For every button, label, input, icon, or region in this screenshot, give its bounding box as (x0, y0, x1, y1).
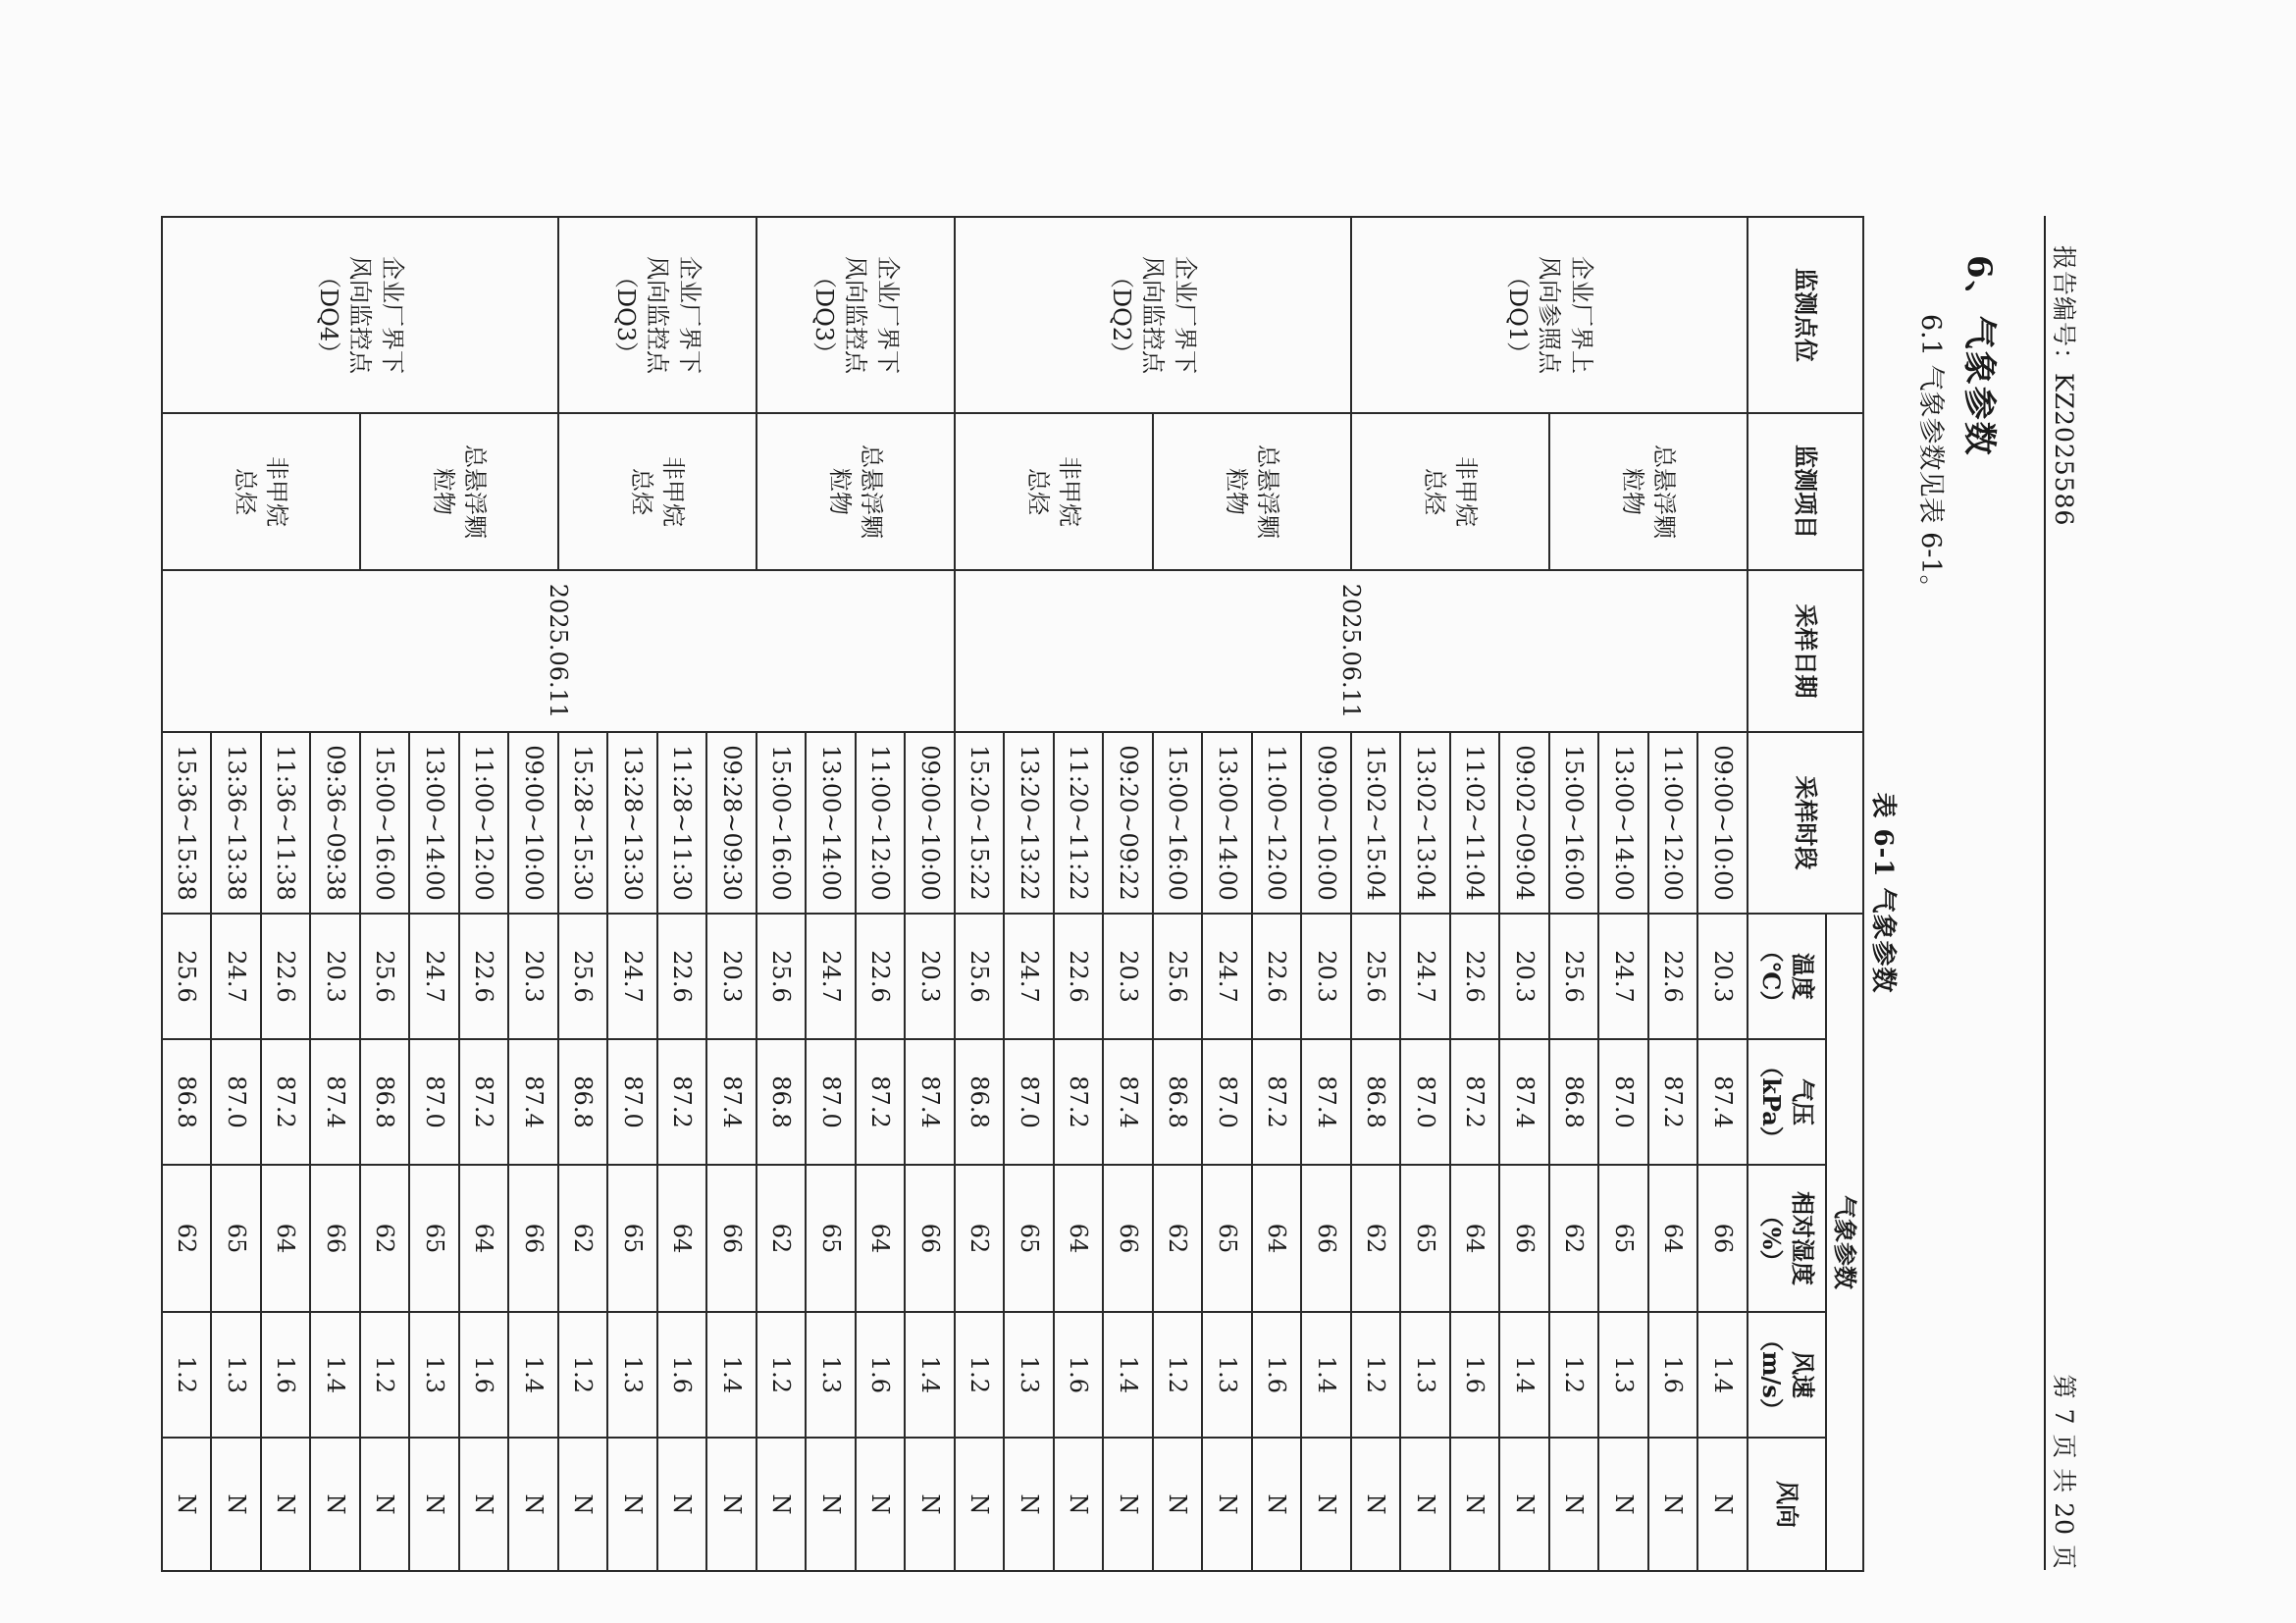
pressure-value: 87.4 (707, 1039, 757, 1165)
sampling-period: 11:02~11:04 (1450, 732, 1500, 914)
table-row (707, 217, 757, 1571)
temperature-value: 20.3 (509, 914, 559, 1039)
humidity-value: 64 (1450, 1165, 1500, 1312)
sampling-period: 09:28~09:30 (707, 732, 757, 914)
wind-direction-value: N (162, 1438, 212, 1571)
header-pressure: 气压 （kPa） (1748, 1039, 1826, 1165)
wind-direction-value: N (410, 1438, 460, 1571)
humidity-value: 62 (1549, 1165, 1599, 1312)
humidity-value: 62 (1351, 1165, 1401, 1312)
wind-direction-value: N (1153, 1438, 1203, 1571)
header-humidity: 相对湿度 （%） (1748, 1165, 1826, 1312)
temperature-value: 22.6 (1252, 914, 1302, 1039)
wind-direction-value: N (757, 1438, 807, 1571)
pressure-value: 87.2 (1648, 1039, 1698, 1165)
sampling-period: 15:00~16:00 (1153, 732, 1203, 914)
temperature-value: 25.6 (162, 914, 212, 1039)
temperature-value: 22.6 (1054, 914, 1104, 1039)
temperature-value: 25.6 (360, 914, 410, 1039)
monitoring-item: 总悬浮颗 粒物 (1549, 413, 1748, 570)
humidity-value: 62 (162, 1165, 212, 1312)
temperature-value: 25.6 (955, 914, 1005, 1039)
pressure-value: 87.2 (459, 1039, 509, 1165)
wind-speed-value: 1.6 (459, 1312, 509, 1438)
header-wind-speed: 风速 （m/s） (1748, 1312, 1826, 1438)
sampling-period: 13:00~14:00 (807, 732, 857, 914)
sampling-period: 09:02~09:04 (1500, 732, 1550, 914)
wind-speed-value: 1.6 (1450, 1312, 1500, 1438)
monitoring-point: 企业厂界下 风向监控点 （DQ3） (757, 217, 955, 413)
pressure-value: 87.4 (509, 1039, 559, 1165)
wind-direction-value: N (1401, 1438, 1451, 1571)
humidity-value: 64 (459, 1165, 509, 1312)
wind-speed-value: 1.3 (1203, 1312, 1253, 1438)
table-row (1698, 217, 1748, 1571)
temperature-value: 25.6 (757, 914, 807, 1039)
sampling-date: 2025.06.11 (955, 570, 1748, 732)
wind-direction-value: N (360, 1438, 410, 1571)
sampling-period: 09:00~10:00 (509, 732, 559, 914)
sampling-period: 09:00~10:00 (1302, 732, 1352, 914)
wind-direction-value: N (807, 1438, 857, 1571)
sampling-period: 15:00~16:00 (360, 732, 410, 914)
wind-speed-value: 1.2 (955, 1312, 1005, 1438)
humidity-value: 64 (261, 1165, 311, 1312)
humidity-value: 66 (1500, 1165, 1550, 1312)
pressure-value: 87.4 (906, 1039, 956, 1165)
pressure-value: 86.8 (955, 1039, 1005, 1165)
wind-speed-value: 1.6 (1252, 1312, 1302, 1438)
humidity-value: 66 (1302, 1165, 1352, 1312)
temperature-value: 24.7 (608, 914, 658, 1039)
sampling-period: 15:36~15:38 (162, 732, 212, 914)
pressure-value: 87.2 (856, 1039, 906, 1165)
humidity-value: 65 (410, 1165, 460, 1312)
wind-direction-value: N (1698, 1438, 1748, 1571)
sampling-period: 11:00~12:00 (459, 732, 509, 914)
temperature-value: 24.7 (1005, 914, 1055, 1039)
wind-speed-value: 1.6 (856, 1312, 906, 1438)
sampling-period: 13:00~14:00 (1599, 732, 1649, 914)
wind-speed-value: 1.3 (1599, 1312, 1649, 1438)
sampling-period: 09:00~10:00 (1698, 732, 1748, 914)
pressure-value: 86.8 (1351, 1039, 1401, 1165)
monitoring-point: 企业厂界下 风向监控点 （DQ2） (955, 217, 1351, 413)
table-row (906, 217, 956, 1571)
monitoring-item: 总悬浮颗 粒物 (1153, 413, 1351, 570)
table-caption: 表 6-1 气象参数 (1868, 792, 1898, 994)
temperature-value: 24.7 (807, 914, 857, 1039)
wind-speed-value: 1.2 (360, 1312, 410, 1438)
page-number: 第 7 页 共 20 页 (2050, 1374, 2078, 1570)
humidity-value: 65 (1401, 1165, 1451, 1312)
temperature-value: 22.6 (1450, 914, 1500, 1039)
temperature-value: 20.3 (1302, 914, 1352, 1039)
wind-speed-value: 1.3 (410, 1312, 460, 1438)
table-row (1104, 217, 1154, 1571)
header-date: 采样日期 (1748, 570, 1863, 732)
sampling-period: 13:36~13:38 (212, 732, 262, 914)
temperature-value: 24.7 (1401, 914, 1451, 1039)
wind-direction-value: N (1450, 1438, 1500, 1571)
pressure-value: 87.0 (212, 1039, 262, 1165)
monitoring-point: 企业厂界上 风向参照点 （DQ1） (1351, 217, 1748, 413)
wind-direction-value: N (1549, 1438, 1599, 1571)
wind-speed-value: 1.3 (1005, 1312, 1055, 1438)
wind-direction-value: N (1005, 1438, 1055, 1571)
pressure-value: 87.2 (261, 1039, 311, 1165)
humidity-value: 66 (707, 1165, 757, 1312)
sampling-period: 09:36~09:38 (311, 732, 361, 914)
section-title: 6、气象参数 (1959, 255, 1999, 457)
pressure-value: 87.2 (1450, 1039, 1500, 1165)
pressure-value: 87.0 (1005, 1039, 1055, 1165)
pressure-value: 87.4 (1104, 1039, 1154, 1165)
humidity-value: 65 (1203, 1165, 1253, 1312)
sampling-period: 15:02~15:04 (1351, 732, 1401, 914)
wind-direction-value: N (1203, 1438, 1253, 1571)
pressure-value: 86.8 (757, 1039, 807, 1165)
pressure-value: 86.8 (1153, 1039, 1203, 1165)
sampling-period: 11:36~11:38 (261, 732, 311, 914)
sampling-period: 15:00~16:00 (757, 732, 807, 914)
wind-speed-value: 1.2 (558, 1312, 608, 1438)
wind-speed-value: 1.2 (757, 1312, 807, 1438)
wind-speed-value: 1.3 (212, 1312, 262, 1438)
humidity-value: 66 (1104, 1165, 1154, 1312)
header-point: 监测点位 (1748, 217, 1863, 413)
pressure-value: 87.0 (807, 1039, 857, 1165)
monitoring-point: 企业厂界下 风向监控点 （DQ3） (558, 217, 757, 413)
wind-speed-value: 1.6 (657, 1312, 707, 1438)
pressure-value: 87.0 (608, 1039, 658, 1165)
wind-direction-value: N (261, 1438, 311, 1571)
monitoring-point: 企业厂界下 风向监控点 （DQ4） (162, 217, 558, 413)
temperature-value: 25.6 (1351, 914, 1401, 1039)
header-item: 监测项目 (1748, 413, 1863, 570)
sampling-period: 15:28~15:30 (558, 732, 608, 914)
sampling-period: 13:20~13:22 (1005, 732, 1055, 914)
humidity-value: 64 (657, 1165, 707, 1312)
monitoring-item: 非甲烷 总烃 (1351, 413, 1549, 570)
monitoring-item: 非甲烷 总烃 (162, 413, 360, 570)
humidity-value: 66 (1698, 1165, 1748, 1312)
humidity-value: 66 (509, 1165, 559, 1312)
table-body (162, 217, 1748, 1571)
humidity-value: 64 (1252, 1165, 1302, 1312)
wind-direction-value: N (906, 1438, 956, 1571)
humidity-value: 65 (608, 1165, 658, 1312)
sampling-period: 15:20~15:22 (955, 732, 1005, 914)
pressure-value: 87.4 (1302, 1039, 1352, 1165)
sampling-period: 09:20~09:22 (1104, 732, 1154, 914)
wind-direction-value: N (509, 1438, 559, 1571)
wind-direction-value: N (1252, 1438, 1302, 1571)
pressure-value: 86.8 (558, 1039, 608, 1165)
header-temp: 温度 （℃） (1748, 914, 1826, 1039)
wind-speed-value: 1.4 (906, 1312, 956, 1438)
pressure-value: 86.8 (162, 1039, 212, 1165)
sampling-period: 13:00~14:00 (410, 732, 460, 914)
temperature-value: 24.7 (410, 914, 460, 1039)
wind-speed-value: 1.4 (1500, 1312, 1550, 1438)
table-row (509, 217, 559, 1571)
humidity-value: 64 (1648, 1165, 1698, 1312)
wind-speed-value: 1.3 (807, 1312, 857, 1438)
wind-direction-value: N (1648, 1438, 1698, 1571)
pressure-value: 87.0 (1599, 1039, 1649, 1165)
wind-speed-value: 1.3 (608, 1312, 658, 1438)
sampling-period: 09:00~10:00 (906, 732, 956, 914)
wind-direction-value: N (459, 1438, 509, 1571)
wind-direction-value: N (1054, 1438, 1104, 1571)
wind-speed-value: 1.2 (162, 1312, 212, 1438)
wind-speed-value: 1.4 (1302, 1312, 1352, 1438)
pressure-value: 87.4 (311, 1039, 361, 1165)
pressure-value: 87.4 (1500, 1039, 1550, 1165)
temperature-value: 25.6 (1549, 914, 1599, 1039)
wind-direction-value: N (1351, 1438, 1401, 1571)
pressure-value: 87.4 (1698, 1039, 1748, 1165)
header-group: 气象参数 (1826, 914, 1863, 1571)
wind-speed-value: 1.4 (1698, 1312, 1748, 1438)
sampling-period: 11:00~12:00 (1648, 732, 1698, 914)
temperature-value: 24.7 (1599, 914, 1649, 1039)
page-header (2044, 216, 2085, 1570)
wind-speed-value: 1.2 (1153, 1312, 1203, 1438)
wind-direction-value: N (856, 1438, 906, 1571)
wind-speed-value: 1.2 (1351, 1312, 1401, 1438)
wind-direction-value: N (212, 1438, 262, 1571)
humidity-value: 66 (311, 1165, 361, 1312)
pressure-value: 87.0 (410, 1039, 460, 1165)
temperature-value: 22.6 (459, 914, 509, 1039)
humidity-value: 65 (1599, 1165, 1649, 1312)
humidity-value: 64 (856, 1165, 906, 1312)
monitoring-item: 非甲烷 总烃 (558, 413, 757, 570)
header-wind-dir: 风向 (1748, 1438, 1826, 1571)
temperature-value: 25.6 (1153, 914, 1203, 1039)
sampling-period: 13:00~14:00 (1203, 732, 1253, 914)
temperature-value: 24.7 (1203, 914, 1253, 1039)
sampling-period: 11:00~12:00 (1252, 732, 1302, 914)
humidity-value: 62 (955, 1165, 1005, 1312)
temperature-value: 20.3 (1104, 914, 1154, 1039)
temperature-value: 22.6 (261, 914, 311, 1039)
sampling-period: 15:00~16:00 (1549, 732, 1599, 914)
temperature-value: 22.6 (657, 914, 707, 1039)
table-row (311, 217, 361, 1571)
wind-speed-value: 1.4 (707, 1312, 757, 1438)
humidity-value: 62 (360, 1165, 410, 1312)
sampling-period: 13:02~13:04 (1401, 732, 1451, 914)
sampling-period: 11:20~11:22 (1054, 732, 1104, 914)
pressure-value: 87.0 (1401, 1039, 1451, 1165)
humidity-value: 62 (1153, 1165, 1203, 1312)
wind-speed-value: 1.4 (1104, 1312, 1154, 1438)
pressure-value: 87.2 (1054, 1039, 1104, 1165)
sampling-period: 11:00~12:00 (856, 732, 906, 914)
wind-speed-value: 1.6 (1054, 1312, 1104, 1438)
monitoring-item: 非甲烷 总烃 (955, 413, 1153, 570)
temperature-value: 20.3 (311, 914, 361, 1039)
wind-speed-value: 1.6 (1648, 1312, 1698, 1438)
pressure-value: 86.8 (360, 1039, 410, 1165)
monitoring-item: 总悬浮颗 粒物 (757, 413, 955, 570)
sampling-period: 11:28~11:30 (657, 732, 707, 914)
report-number: 报告编号：KZ2025586 (2050, 245, 2078, 527)
pressure-value: 87.0 (1203, 1039, 1253, 1165)
wind-direction-value: N (955, 1438, 1005, 1571)
temperature-value: 20.3 (1500, 914, 1550, 1039)
sampling-period: 13:28~13:30 (608, 732, 658, 914)
wind-direction-value: N (608, 1438, 658, 1571)
header-period: 采样时段 (1748, 732, 1863, 914)
wind-direction-value: N (311, 1438, 361, 1571)
wind-speed-value: 1.4 (311, 1312, 361, 1438)
rotated-document (173, 216, 2085, 1570)
temperature-value: 20.3 (1698, 914, 1748, 1039)
wind-speed-value: 1.6 (261, 1312, 311, 1438)
wind-direction-value: N (1302, 1438, 1352, 1571)
temperature-value: 20.3 (707, 914, 757, 1039)
table-row (1500, 217, 1550, 1571)
weather-table (161, 216, 1864, 1572)
monitoring-item: 总悬浮颗 粒物 (360, 413, 558, 570)
humidity-value: 65 (1005, 1165, 1055, 1312)
wind-speed-value: 1.4 (509, 1312, 559, 1438)
humidity-value: 65 (807, 1165, 857, 1312)
wind-speed-value: 1.3 (1401, 1312, 1451, 1438)
pressure-value: 87.2 (657, 1039, 707, 1165)
humidity-value: 66 (906, 1165, 956, 1312)
table-row (1302, 217, 1352, 1571)
pressure-value: 87.2 (1252, 1039, 1302, 1165)
humidity-value: 62 (757, 1165, 807, 1312)
wind-direction-value: N (1500, 1438, 1550, 1571)
wind-direction-value: N (1104, 1438, 1154, 1571)
temperature-value: 24.7 (212, 914, 262, 1039)
humidity-value: 64 (1054, 1165, 1104, 1312)
wind-direction-value: N (1599, 1438, 1649, 1571)
pressure-value: 86.8 (1549, 1039, 1599, 1165)
wind-direction-value: N (657, 1438, 707, 1571)
intro-text: 6.1 气象参数见表 6-1。 (1915, 314, 1946, 602)
temperature-value: 22.6 (856, 914, 906, 1039)
temperature-value: 22.6 (1648, 914, 1698, 1039)
wind-speed-value: 1.2 (1549, 1312, 1599, 1438)
humidity-value: 65 (212, 1165, 262, 1312)
temperature-value: 20.3 (906, 914, 956, 1039)
table-header (1748, 217, 1863, 1571)
humidity-value: 62 (558, 1165, 608, 1312)
wind-direction-value: N (707, 1438, 757, 1571)
wind-direction-value: N (558, 1438, 608, 1571)
temperature-value: 25.6 (558, 914, 608, 1039)
sampling-date: 2025.06.11 (162, 570, 955, 732)
